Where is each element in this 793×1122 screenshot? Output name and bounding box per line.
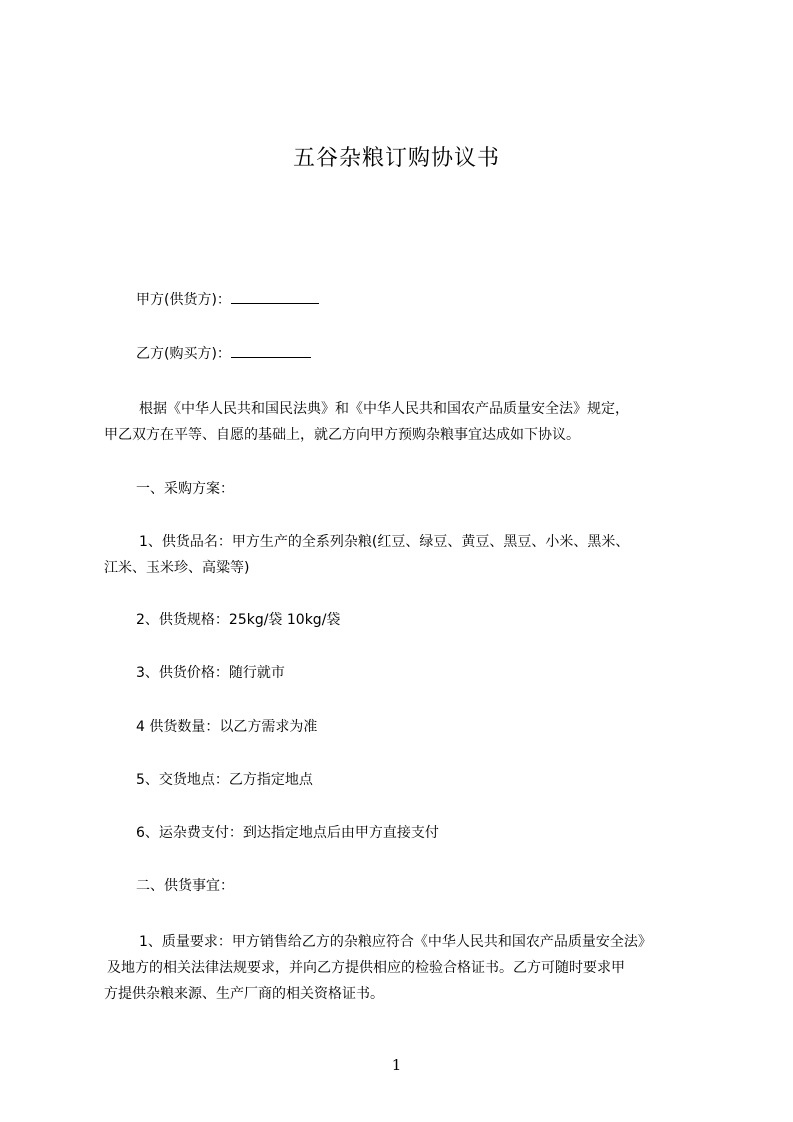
section-2-item-1-line-3: 方提供杂粮来源、生产厂商的相关资格证书。: [104, 986, 384, 1002]
section-1-item-3: 3、供货价格：随行就市: [136, 665, 285, 681]
section-1-heading: 一、采购方案：: [136, 481, 234, 497]
section-1-item-2: 2、供货规格：25kg/袋 10kg/袋: [136, 612, 341, 628]
party-b-label: 乙方(购买方)：: [136, 346, 231, 362]
document-title: 五谷杂粮订购协议书: [292, 146, 500, 171]
section-2-heading: 二、供货事宜：: [136, 878, 234, 894]
party-b-line: [136, 341, 736, 367]
party-a-blank: [231, 289, 319, 304]
section-1-item-1-line-1: 1、供货品名：甲方生产的全系列杂粮(红豆、绿豆、黄豆、黑豆、小米、黑米、: [139, 534, 630, 550]
section-1-item-6: 6、运杂费支付：到达指定地点后由甲方直接支付: [136, 825, 439, 841]
party-a-label: 甲方(供货方)：: [136, 292, 231, 308]
section-2-item-1-line-1: 1、质量要求：甲方销售给乙方的杂粮应符合《中华人民共和国农产品质量安全法》: [139, 934, 652, 950]
party-a-line: [136, 287, 736, 313]
section-1-item-1-line-2: 江米、玉米珍、高粱等): [104, 560, 250, 576]
section-1-item-4: 4 供货数量：以乙方需求为准: [136, 719, 318, 735]
section-1-item-5: 5、交货地点：乙方指定地点: [136, 772, 313, 788]
section-2-item-1-line-2: 及地方的相关法律法规要求，并向乙方提供相应的检验合格证书。乙方可随时要求甲: [107, 960, 625, 976]
page-number: 1: [391, 1056, 402, 1074]
preamble-line-2: 甲乙双方在平等、自愿的基础上，就乙方向甲方预购杂粮事宜达成如下协议。: [104, 427, 580, 443]
preamble-line-1: 根据《中华人民共和国民法典》和《中华人民共和国农产品质量安全法》规定，: [139, 401, 629, 417]
party-b-blank: [231, 343, 311, 358]
